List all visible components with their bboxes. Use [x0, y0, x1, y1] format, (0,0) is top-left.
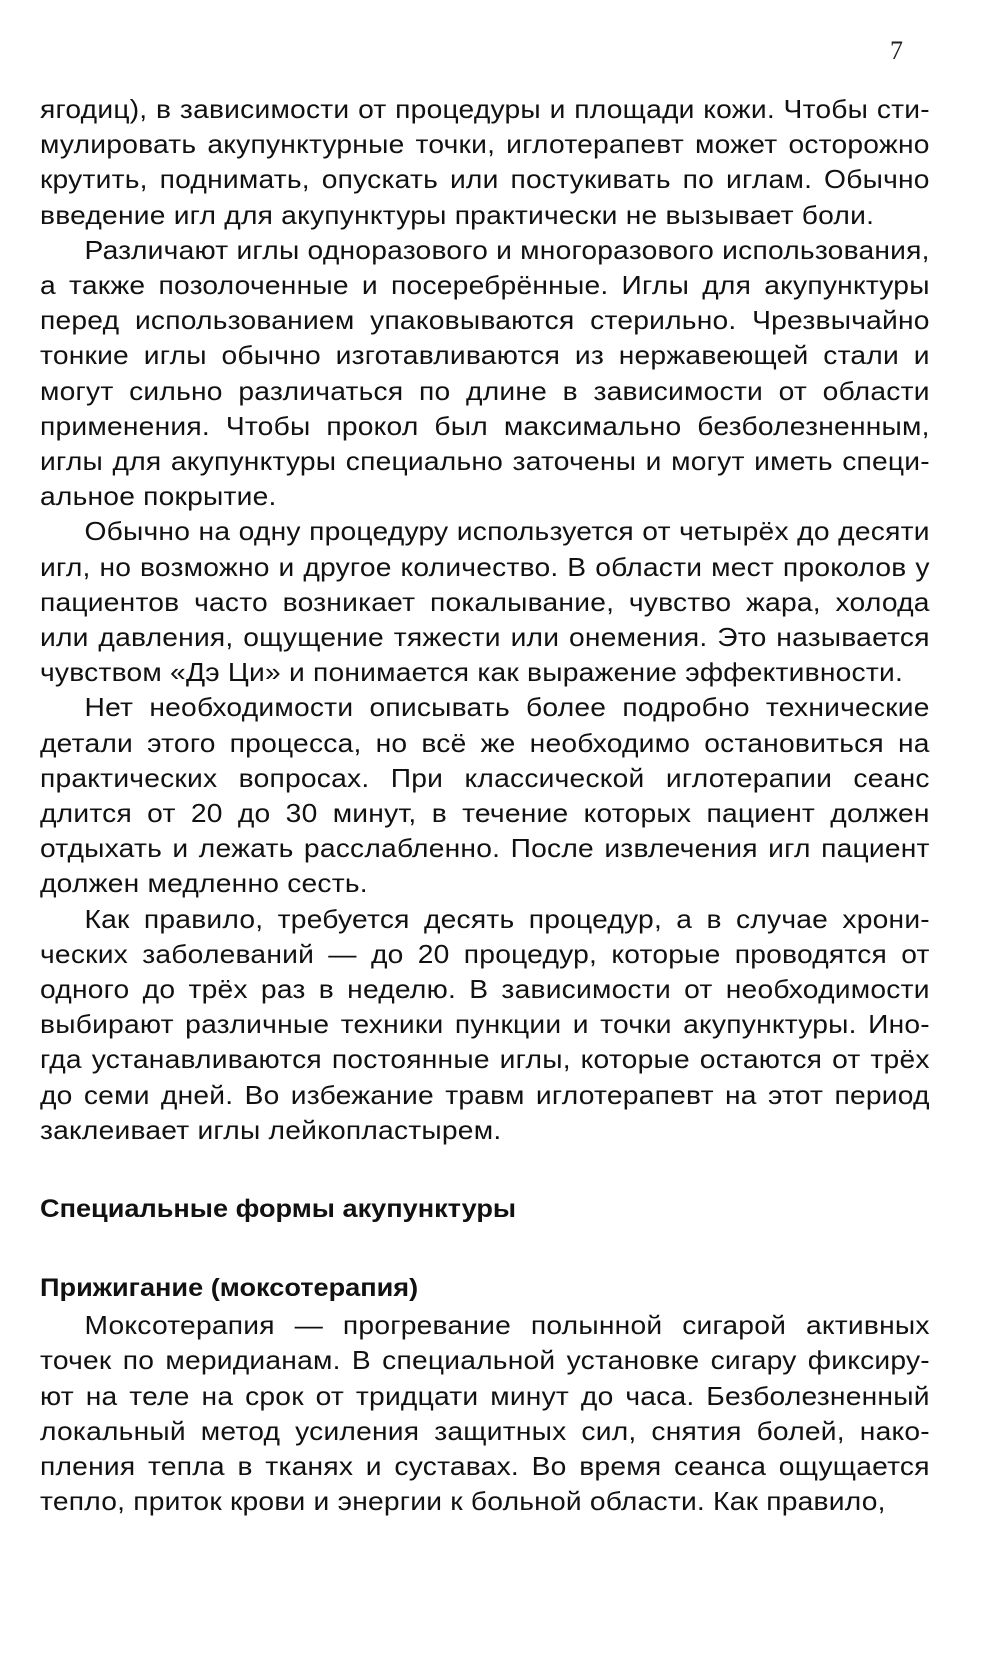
page-number: 7: [890, 36, 903, 65]
paragraph-5: Как правило, требуется десять процедур, а в случае хронических заболеваний — до 20 процедур, которые проводятся от одного до трёх раз в неделю. В зависимости от необходимости выбирают различные техники пункции и точки акупунктуры. Иногда устанавливаются постоянные иглы, которые остаются от трёх до семи дней. Во избежание травм иглотерапевт на этот период заклеивает иглы лейкопластырем.: [40, 903, 930, 1145]
paragraph-1: ягодиц), в зависимости от процедуры и площади кожи. Чтобы стимулировать акупунктурные точки, иглотерапевт может осторожно крутить, поднимать, опускать или постукивать по иглам. Обычно введение игл для акупунктуры практически не вызывает боли.: [40, 94, 930, 230]
page-content: [40, 92, 930, 1519]
subsection-heading: Прижигание (моксотерапия): [40, 1274, 419, 1303]
subsection-paragraph: Моксотерапия — прогревание полынной сигарой активных точек по меридианам. В специальной установке сигару фиксируют на теле на срок от тридцати минут до часа. Безболезненный локальный метод усиления защитных сил, снятия болей, накопления тепла в тканях и суставах. Во время сеанса ощущается тепло, приток крови и энергии к больной области. Как правило,: [40, 1310, 930, 1517]
paragraph-2: Различают иглы одноразового и многоразового использования, а также позолоченные и посеребрённые. Иглы для акупунктуры перед использованием упаковываются стерильно. Чрезвычайно тонкие иглы обычно изготавливаются из нержавеющей стали и могут сильно различаться по длине в зависимости от области применения. Чтобы прокол был максимально безболезненным, иглы для акупунктуры специально заточены и могут иметь специальное покрытие.: [40, 234, 930, 512]
paragraph-4: Нет необходимости описывать более подробно технические детали этого процесса, но всё же необходимо остановиться на практических вопросах. При классической иглотерапии сеанс длится от 20 до 30 минут, в течение которых пациент должен отдыхать и лежать расслабленно. После извлечения игл пациент должен медленно сесть.: [40, 692, 930, 899]
paragraph-3: Обычно на одну процедуру используется от четырёх до десяти игл, но возможно и другое количество. В области мест проколов у пациентов часто возникает покалывание, чувство жара, холода или давления, ощущение тяжести или онемения. Это называется чувством «Дэ Ци» и понимается как выражение эффективности.: [40, 516, 930, 688]
section-heading: Специальные формы акупунктуры: [40, 1195, 517, 1224]
